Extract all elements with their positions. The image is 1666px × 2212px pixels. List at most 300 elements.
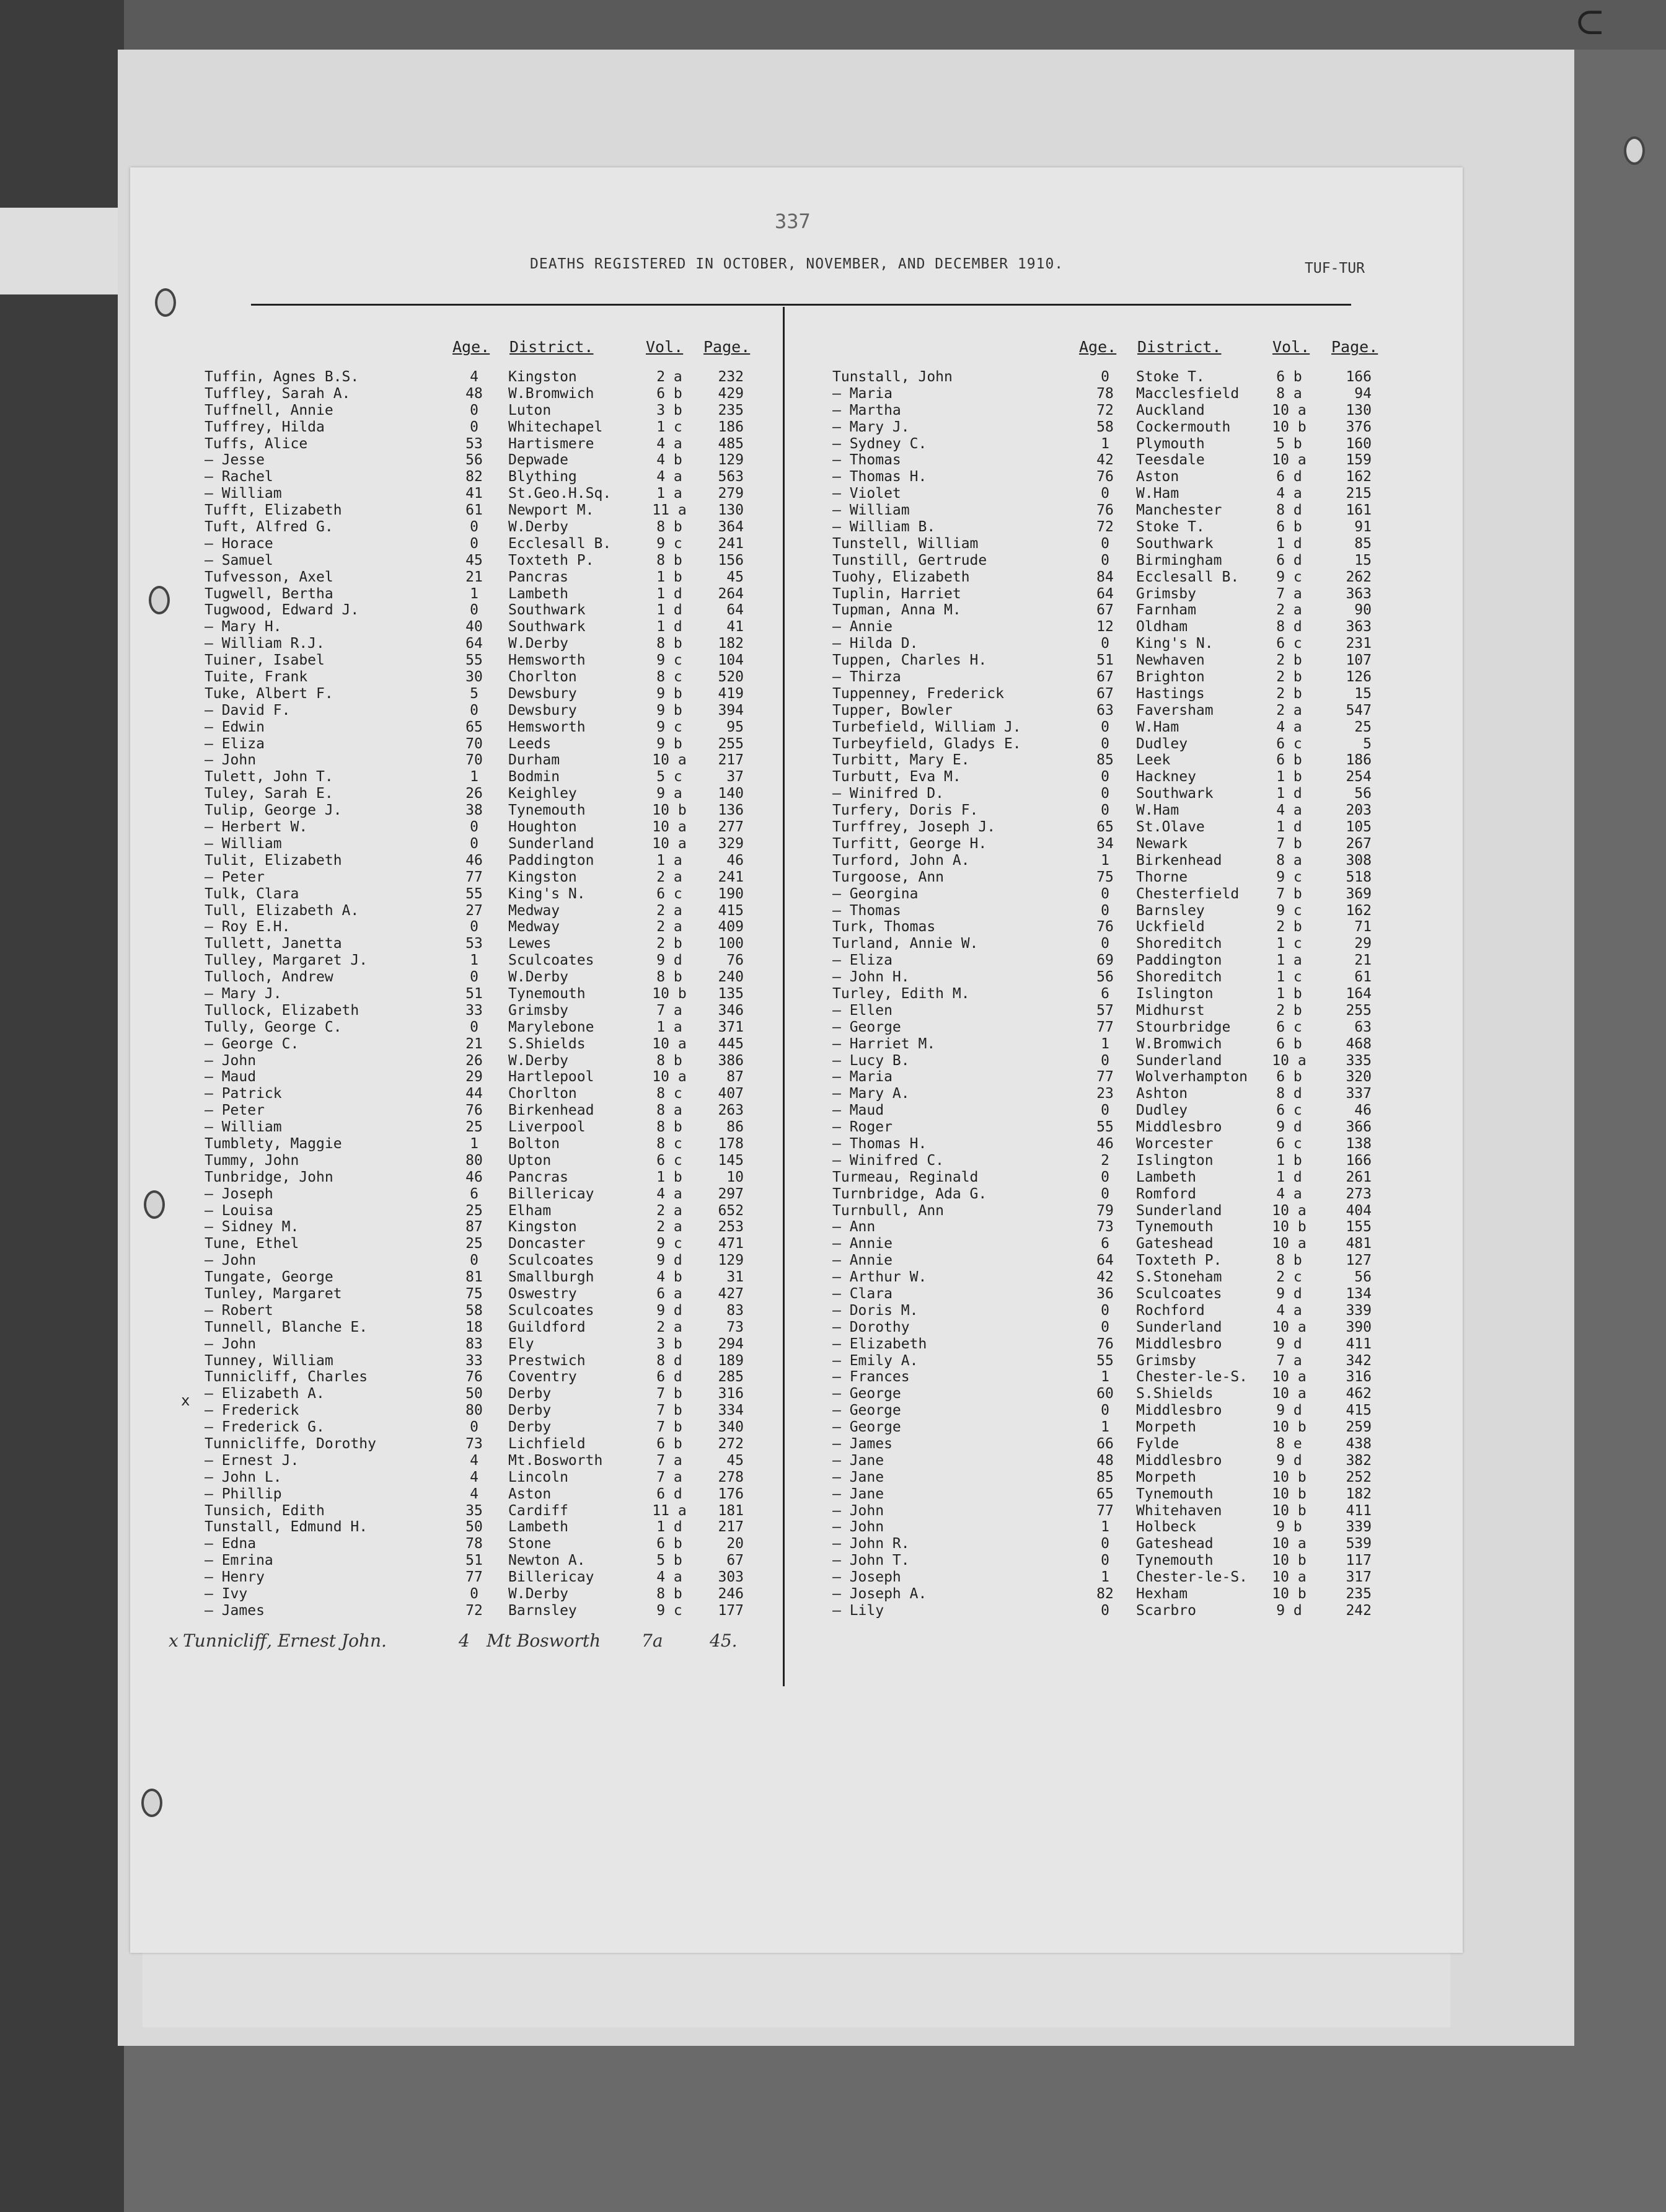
entry-page: 130 (1346, 402, 1372, 418)
entry-page: 67 (726, 1552, 744, 1569)
entry-page: 409 (718, 919, 744, 936)
entry-page: 382 (1346, 1452, 1372, 1469)
entry-district: Prestwich (508, 1352, 586, 1369)
entry-volume: 1 d (1276, 819, 1302, 836)
entry-age: 53 (465, 435, 483, 452)
insertion-mark: x (181, 1392, 190, 1409)
entry-age: 35 (465, 1502, 483, 1519)
entry-district: Shoreditch (1136, 936, 1222, 952)
entry-volume: 2 a (1276, 702, 1302, 719)
entry-age: 76 (465, 1369, 483, 1386)
entry-name: — Mary J. (205, 985, 282, 1002)
entry-name: — Sydney C. (832, 435, 927, 452)
entry-name: — John (205, 1252, 257, 1269)
entry-age: 18 (465, 1319, 483, 1335)
entry-name: Tuke, Albert F. (205, 685, 333, 702)
entry-volume: 9 c (656, 1602, 682, 1619)
punch-hole (141, 1789, 162, 1817)
entry-page: 263 (718, 1102, 744, 1119)
entry-page: 337 (1346, 1086, 1372, 1102)
entry-name: — Jane (832, 1469, 884, 1485)
entry-volume: 10 a (652, 752, 687, 769)
entry-page: 136 (718, 802, 744, 819)
entry-district: W.Ham (1136, 802, 1179, 819)
entry-age: 2 (1101, 1152, 1109, 1169)
entry-name: Tumblety, Maggie (205, 1135, 342, 1152)
entry-district: St.Geo.H.Sq. (508, 485, 612, 502)
entry-page: 255 (1346, 1002, 1372, 1019)
entry-page: 10 (726, 1169, 744, 1185)
entry-page: 273 (1346, 1185, 1372, 1202)
entry-district: Smallburgh (508, 1269, 594, 1286)
entry-age: 26 (465, 785, 483, 802)
entry-name: Turland, Annie W. (832, 936, 979, 952)
entry-name: — James (205, 1602, 265, 1619)
entry-age: 77 (1096, 1502, 1114, 1519)
entry-page: 156 (718, 552, 744, 568)
entry-name: Turbeyfield, Gladys E. (832, 735, 1021, 752)
entry-volume: 7 a (656, 1452, 682, 1469)
entry-page: 186 (1346, 752, 1372, 769)
entry-name: — John (205, 1335, 257, 1352)
entry-name: — Horace (205, 535, 273, 552)
entry-name: — David F. (205, 702, 291, 719)
entry-volume: 6 c (1276, 735, 1302, 752)
entry-volume: 2 a (1276, 602, 1302, 619)
entry-name: — Sidney M. (205, 1219, 299, 1236)
entry-age: 21 (465, 1035, 483, 1052)
entry-volume: 9 a (656, 785, 682, 802)
entry-volume: 9 c (656, 652, 682, 669)
entry-volume: 6 c (1276, 1102, 1302, 1119)
entry-name: — Mary H. (205, 619, 282, 635)
entry-name: — Herbert W. (205, 819, 308, 836)
entry-volume: 6 c (656, 885, 682, 902)
entry-district: Sunderland (1136, 1052, 1222, 1069)
entry-district: Toxteth P. (508, 552, 594, 568)
entry-district: Grimsby (1136, 585, 1196, 602)
entry-volume: 10 b (1272, 1586, 1307, 1603)
entry-page: 261 (1346, 1169, 1372, 1185)
entry-name: Tuffnell, Annie (205, 402, 333, 418)
entry-name: Tuley, Sarah E. (205, 785, 333, 802)
entry-page: 91 (1354, 519, 1372, 536)
entry-age: 82 (465, 469, 483, 485)
entry-name: — Ernest J. (205, 1452, 299, 1469)
entry-age: 65 (1096, 819, 1114, 836)
entry-district: W.Derby (508, 969, 568, 986)
entry-district: Macclesfield (1136, 385, 1240, 402)
entry-age: 0 (1101, 785, 1109, 802)
entry-district: Hartlepool (508, 1069, 594, 1086)
entry-age: 0 (1101, 485, 1109, 502)
entry-age: 4 (470, 1452, 478, 1469)
entry-district: Marylebone (508, 1019, 594, 1035)
entry-volume: 2 a (656, 869, 682, 885)
entry-volume: 10 b (1272, 1502, 1307, 1519)
entry-volume: 1 d (656, 619, 682, 635)
entry-page: 240 (718, 969, 744, 986)
entry-name: Tungate, George (205, 1269, 333, 1286)
entry-district: Southwark (1136, 785, 1214, 802)
entry-age: 0 (1101, 1169, 1109, 1185)
entry-page: 71 (1354, 919, 1372, 936)
entry-page: 316 (1346, 1369, 1372, 1386)
entry-district: W.Derby (508, 635, 568, 652)
entry-page: 364 (718, 519, 744, 536)
entry-volume: 9 c (656, 719, 682, 735)
entry-district: Stourbridge (1136, 1019, 1231, 1035)
entry-page: 90 (1354, 602, 1372, 619)
entry-page: 178 (718, 1135, 744, 1152)
entry-district: Hastings (1136, 685, 1205, 702)
entry-district: King's N. (508, 885, 586, 902)
film-tab (0, 208, 121, 294)
entry-district: W.Derby (508, 1052, 568, 1069)
entry-age: 0 (1101, 1319, 1109, 1335)
entry-name: Turbefield, William J. (832, 719, 1021, 735)
entry-volume: 6 c (1276, 1019, 1302, 1035)
entry-age: 25 (465, 1236, 483, 1252)
entry-age: 0 (1101, 1402, 1109, 1419)
entry-volume: 1 d (656, 1519, 682, 1536)
entry-volume: 8 b (656, 552, 682, 568)
entry-volume: 8 d (1276, 619, 1302, 635)
entry-name: Tunley, Margaret (205, 1285, 342, 1302)
entry-age: 57 (1096, 1002, 1114, 1019)
entry-age: 0 (470, 702, 478, 719)
entry-volume: 2 c (1276, 1269, 1302, 1286)
entry-page: 161 (1346, 502, 1372, 519)
entry-name: — Maud (832, 1102, 884, 1119)
entry-page: 76 (726, 952, 744, 969)
entry-page: 164 (1346, 985, 1372, 1002)
entry-age: 0 (1101, 936, 1109, 952)
entry-volume: 4 a (1276, 485, 1302, 502)
entry-name: Tuffs, Alice (205, 435, 308, 452)
entry-age: 25 (465, 1202, 483, 1219)
entry-volume: 2 b (1276, 1002, 1302, 1019)
entry-district: Southwark (1136, 535, 1214, 552)
entry-volume: 8 c (656, 1135, 682, 1152)
entry-district: Ashton (1136, 1086, 1188, 1102)
entry-name: — Thomas H. (832, 1135, 927, 1152)
entry-volume: 4 a (1276, 719, 1302, 735)
entry-volume: 1 c (1276, 936, 1302, 952)
entry-page: 518 (1346, 869, 1372, 885)
entry-page: 277 (718, 819, 744, 836)
entry-page: 294 (718, 1335, 744, 1352)
entry-district: Ecclesall B. (508, 535, 612, 552)
entry-page: 340 (718, 1419, 744, 1436)
entry-name: — Thomas H. (832, 469, 927, 485)
entry-volume: 6 b (656, 1436, 682, 1452)
entry-name: Turbitt, Mary E. (832, 752, 970, 769)
entry-age: 4 (470, 369, 478, 385)
entry-district: S.Shields (1136, 1386, 1214, 1402)
entry-district: Barnsley (508, 1602, 577, 1619)
entry-age: 0 (470, 535, 478, 552)
entry-district: Ely (508, 1335, 534, 1352)
header-district: District. (1137, 338, 1222, 356)
entry-district: Southwark (508, 602, 586, 619)
entry-volume: 8 b (656, 1052, 682, 1069)
header-age: Age. (452, 338, 490, 356)
entry-age: 48 (465, 385, 483, 402)
entry-district: Chester-le-S. (1136, 1569, 1248, 1586)
entry-district: Plymouth (1136, 435, 1205, 452)
entry-district: Gateshead (1136, 1536, 1214, 1552)
entry-age: 34 (1096, 835, 1114, 852)
entry-age: 85 (1096, 752, 1114, 769)
entry-page: 232 (718, 369, 744, 385)
entry-district: Tynemouth (1136, 1552, 1214, 1569)
entry-district: Ecclesall B. (1136, 568, 1240, 585)
entry-volume: 9 d (1276, 1335, 1302, 1352)
entry-page: 547 (1346, 702, 1372, 719)
entry-page: 159 (1346, 452, 1372, 469)
entry-name: — Peter (205, 869, 265, 885)
entry-name: — Arthur W. (832, 1269, 927, 1286)
entry-name: Tuppenney, Frederick (832, 685, 1004, 702)
entry-age: 4 (470, 1485, 478, 1502)
entry-volume: 1 b (656, 568, 682, 585)
entry-name: Tugwell, Bertha (205, 585, 333, 602)
entry-age: 1 (470, 1135, 478, 1152)
entry-name: Tunstill, Gertrude (832, 552, 987, 568)
entry-age: 76 (1096, 1335, 1114, 1352)
entry-volume: 1 d (1276, 535, 1302, 552)
entry-district: Depwade (508, 452, 568, 469)
entry-page: 162 (1346, 902, 1372, 919)
entry-district: Chesterfield (1136, 885, 1240, 902)
entry-volume: 6 c (1276, 635, 1302, 652)
entry-volume: 10 a (1272, 1369, 1307, 1386)
entry-name: Tully, George C. (205, 1019, 342, 1035)
entry-page: 95 (726, 719, 744, 735)
entry-name: — Lily (832, 1602, 884, 1619)
entry-volume: 6 b (1276, 1035, 1302, 1052)
entry-district: Tynemouth (508, 985, 586, 1002)
entry-page: 235 (718, 402, 744, 418)
entry-page: 15 (1354, 685, 1372, 702)
entry-volume: 10 a (652, 819, 687, 836)
header-page: Page. (703, 338, 751, 356)
entry-page: 61 (1354, 969, 1372, 986)
entry-page: 339 (1346, 1302, 1372, 1319)
entry-age: 1 (1101, 852, 1109, 869)
entry-name: — Emily A. (832, 1352, 919, 1369)
entry-volume: 10 a (652, 835, 687, 852)
entry-volume: 5 b (1276, 435, 1302, 452)
entry-volume: 9 d (656, 1302, 682, 1319)
entry-district: Tynemouth (1136, 1219, 1214, 1236)
entry-volume: 10 b (1272, 418, 1307, 435)
entry-name: — Edna (205, 1536, 257, 1552)
entry-volume: 9 b (656, 685, 682, 702)
handwritten-name: Tunnicliff, Ernest John. (183, 1630, 387, 1651)
entry-volume: 1 c (656, 418, 682, 435)
entry-volume: 1 a (1276, 952, 1302, 969)
entry-name: Tunstall, Edmund H. (205, 1519, 368, 1536)
entry-district: Holbeck (1136, 1519, 1196, 1536)
entry-name: — George (832, 1386, 901, 1402)
entry-volume: 1 b (1276, 985, 1302, 1002)
entry-age: 1 (1101, 1569, 1109, 1586)
entry-district: Coventry (508, 1369, 577, 1386)
entry-volume: 1 b (656, 1169, 682, 1185)
entry-district: Upton (508, 1152, 552, 1169)
entry-name: Tunnicliff, Charles (205, 1369, 368, 1386)
entry-age: 42 (1096, 452, 1114, 469)
entry-name: — Elizabeth (832, 1335, 927, 1352)
entry-district: Farnham (1136, 602, 1196, 619)
entry-page: 371 (718, 1019, 744, 1035)
entry-age: 76 (1096, 469, 1114, 485)
entry-district: Derby (508, 1419, 552, 1436)
entry-district: King's N. (1136, 635, 1214, 652)
entry-name: — Hilda D. (832, 635, 919, 652)
entry-name: — John R. (832, 1536, 910, 1552)
entry-district: Medway (508, 902, 560, 919)
entry-page: 45 (726, 568, 744, 585)
entry-district: Newhaven (1136, 652, 1205, 669)
index-range-code: TUF-TUR (1305, 260, 1365, 276)
entry-district: Fylde (1136, 1436, 1179, 1452)
entry-page: 254 (1346, 769, 1372, 785)
entry-district: Hexham (1136, 1586, 1188, 1603)
entry-age: 56 (465, 452, 483, 469)
entry-district: Liverpool (508, 1119, 586, 1136)
entry-page: 411 (1346, 1502, 1372, 1519)
entry-district: Oldham (1136, 619, 1188, 635)
entry-name: — Henry (205, 1569, 265, 1586)
entry-page: 189 (718, 1352, 744, 1369)
entry-page: 130 (718, 502, 744, 519)
entry-district: Sunderland (1136, 1319, 1222, 1335)
entry-page: 182 (718, 635, 744, 652)
entry-name: Tuft, Alfred G. (205, 519, 333, 536)
entry-page: 462 (1346, 1386, 1372, 1402)
entry-volume: 9 c (656, 535, 682, 552)
entry-district: Billericay (508, 1185, 594, 1202)
entry-name: — Ann (832, 1219, 876, 1236)
entry-age: 83 (465, 1335, 483, 1352)
entry-district: Lambeth (1136, 1169, 1196, 1185)
entry-volume: 8 d (656, 1352, 682, 1369)
entry-page: 85 (1354, 535, 1372, 552)
entry-page: 394 (718, 702, 744, 719)
entry-page: 241 (718, 535, 744, 552)
entry-district: Lichfield (508, 1436, 586, 1452)
entry-name: — Maria (832, 1069, 892, 1086)
entry-page: 107 (1346, 652, 1372, 669)
entry-age: 0 (1101, 535, 1109, 552)
entry-volume: 9 d (656, 952, 682, 969)
entry-district: Faversham (1136, 702, 1214, 719)
entry-district: Leek (1136, 752, 1171, 769)
entry-page: 363 (1346, 585, 1372, 602)
entry-name: — Thomas (832, 452, 901, 469)
entry-age: 51 (1096, 652, 1114, 669)
entry-age: 56 (1096, 969, 1114, 986)
entry-age: 55 (1096, 1119, 1114, 1136)
entry-name: — William (205, 485, 282, 502)
entry-volume: 6 d (656, 1369, 682, 1386)
entry-name: Tunsich, Edith (205, 1502, 325, 1519)
entry-age: 77 (1096, 1019, 1114, 1035)
entry-page: 303 (718, 1569, 744, 1586)
entry-name: — John L. (205, 1469, 282, 1485)
entry-name: — Maud (205, 1069, 257, 1086)
entry-volume: 4 a (656, 1569, 682, 1586)
entry-volume: 2 b (1276, 685, 1302, 702)
entry-age: 40 (465, 619, 483, 635)
entry-age: 6 (1101, 1236, 1109, 1252)
entry-district: Brighton (1136, 669, 1205, 686)
entry-district: Lewes (508, 936, 552, 952)
entry-age: 80 (465, 1402, 483, 1419)
entry-page: 162 (1346, 469, 1372, 485)
entry-district: Hemsworth (508, 652, 586, 669)
entry-page: 83 (726, 1302, 744, 1319)
entry-name: Tune, Ethel (205, 1236, 299, 1252)
entry-age: 75 (1096, 869, 1114, 885)
entry-volume: 5 c (656, 769, 682, 785)
entry-name: Tulit, Elizabeth (205, 852, 342, 869)
entry-district: Birkenhead (508, 1102, 594, 1119)
entry-age: 70 (465, 735, 483, 752)
entry-age: 6 (470, 1185, 478, 1202)
entry-page: 320 (1346, 1069, 1372, 1086)
entry-age: 29 (465, 1069, 483, 1086)
entry-name: Tulley, Margaret J. (205, 952, 368, 969)
entry-district: Hemsworth (508, 719, 586, 735)
entry-page: 471 (718, 1236, 744, 1252)
film-border-top (0, 0, 1666, 50)
entry-page: 41 (726, 619, 744, 635)
entry-name: — Samuel (205, 552, 273, 568)
film-border-left (0, 0, 124, 2212)
entry-volume: 9 d (1276, 1119, 1302, 1136)
handwritten-mark: x (169, 1630, 178, 1651)
entry-page: 241 (718, 869, 744, 885)
entry-page: 445 (718, 1035, 744, 1052)
entry-age: 84 (1096, 568, 1114, 585)
header-vol: Vol. (1272, 338, 1310, 356)
entry-age: 61 (465, 502, 483, 519)
entry-name: — Elizabeth A. (205, 1386, 325, 1402)
entry-district: Derby (508, 1402, 552, 1419)
entry-volume: 9 b (656, 735, 682, 752)
entry-age: 55 (465, 652, 483, 669)
entry-volume: 4 b (656, 452, 682, 469)
entry-volume: 2 a (656, 1219, 682, 1236)
header-rule (251, 304, 1351, 306)
entry-district: Medway (508, 919, 560, 936)
entry-age: 64 (1096, 585, 1114, 602)
entry-name: Tull, Elizabeth A. (205, 902, 359, 919)
entry-volume: 10 b (652, 985, 687, 1002)
entry-age: 1 (470, 585, 478, 602)
entry-age: 38 (465, 802, 483, 819)
entry-page: 317 (1346, 1569, 1372, 1586)
entry-district: St.Olave (1136, 819, 1205, 836)
entry-district: Durham (508, 752, 560, 769)
entry-page: 31 (726, 1269, 744, 1286)
entry-name: — Mary J. (832, 418, 910, 435)
entry-page: 376 (1346, 418, 1372, 435)
